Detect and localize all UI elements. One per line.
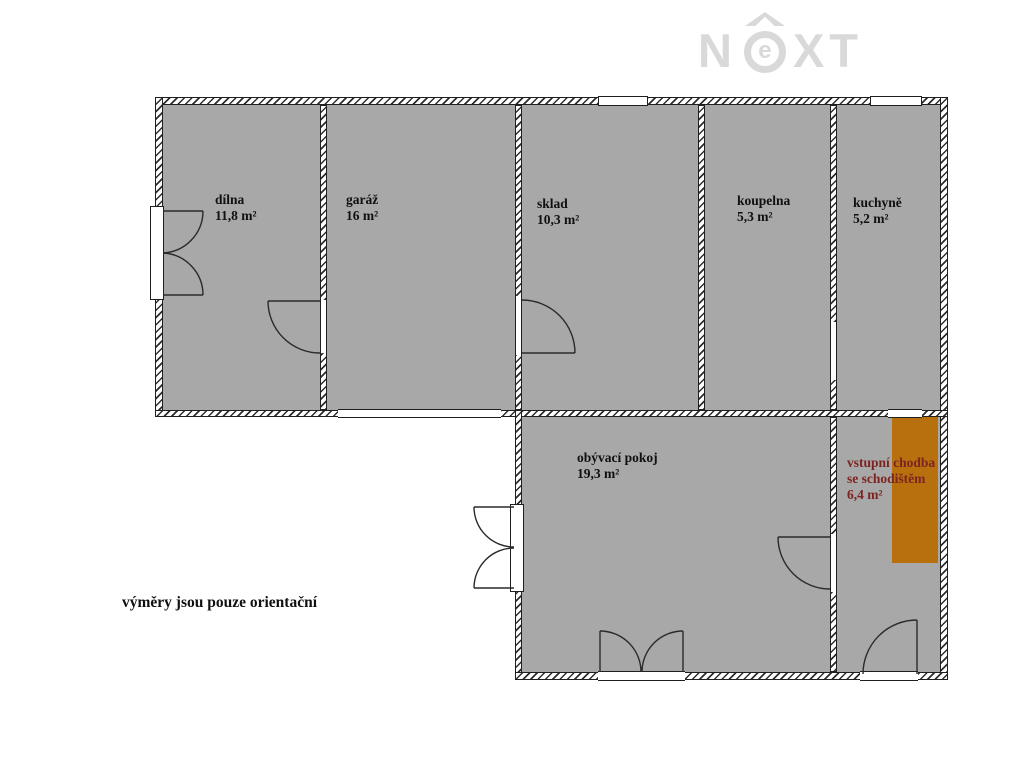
room-name: kuchyně bbox=[853, 195, 902, 210]
logo-letter-e: e bbox=[758, 37, 772, 64]
room-name: dílna bbox=[215, 192, 245, 207]
room-fill-top-row bbox=[163, 105, 940, 410]
areas-disclaimer: výměry jsou pouze orientační bbox=[122, 594, 318, 611]
door-frame-dilna-exterior bbox=[150, 206, 164, 300]
garage-door-opening bbox=[338, 409, 501, 418]
room-label-dilna bbox=[215, 192, 257, 224]
room-name: koupelna bbox=[737, 193, 791, 208]
room-area: 11,8 m² bbox=[215, 208, 257, 223]
room-name: sklad bbox=[537, 196, 568, 211]
room-label-koupelna bbox=[737, 193, 790, 225]
door-opening-obyvaci-bottom bbox=[598, 671, 685, 681]
door-opening-obyvaci-chodba bbox=[830, 534, 837, 592]
door-opening-dilna-garaz bbox=[320, 300, 327, 353]
logo-ring-icon bbox=[744, 31, 786, 73]
room-area: 5,3 m² bbox=[737, 209, 773, 224]
wall-dilna-garaz bbox=[320, 105, 327, 410]
door-arc bbox=[474, 507, 514, 547]
room-label-obyvaci-pokoj bbox=[577, 450, 658, 482]
logo-roof-icon bbox=[745, 12, 785, 26]
door-arc bbox=[474, 548, 514, 588]
door-opening-garaz-sklad bbox=[515, 296, 522, 355]
room-area: 6,4 m² bbox=[847, 487, 883, 502]
room-area: 16 m² bbox=[346, 208, 379, 223]
wall-outer-top bbox=[155, 97, 948, 105]
wall-sklad-koupelna bbox=[698, 105, 705, 410]
entry-door-opening bbox=[860, 671, 918, 681]
room-name: garáž bbox=[346, 192, 379, 207]
room-area: 10,3 m² bbox=[537, 212, 580, 227]
wall-outer-right bbox=[940, 97, 948, 680]
window-kuchyne bbox=[870, 96, 922, 106]
logo-letters-xt: XT bbox=[792, 24, 864, 77]
room-name: obývací pokoj bbox=[577, 450, 658, 465]
logo-house-e-icon bbox=[742, 12, 788, 76]
logo-letter-n: N bbox=[698, 24, 737, 77]
room-label-kuchyne bbox=[853, 195, 902, 227]
wall-garaz-sklad bbox=[515, 105, 522, 410]
room-label-sklad bbox=[537, 196, 579, 228]
room-area: 5,2 m² bbox=[853, 211, 889, 226]
door-frame-obyvaci-exterior bbox=[510, 504, 524, 592]
door-opening-koupelna-kuchyne bbox=[830, 322, 837, 380]
room-label-garaz bbox=[346, 192, 378, 224]
room-label-vstupni-chodba bbox=[847, 455, 935, 503]
window-sklad bbox=[598, 96, 648, 106]
passage-kuchyne-chodba bbox=[888, 409, 922, 418]
room-name-line2: se schodištěm bbox=[847, 471, 926, 486]
room-name: vstupní chodba bbox=[847, 455, 936, 470]
room-area: 19,3 m² bbox=[577, 466, 620, 481]
wall-middle-horizontal bbox=[155, 410, 948, 417]
next-logo bbox=[698, 12, 863, 76]
